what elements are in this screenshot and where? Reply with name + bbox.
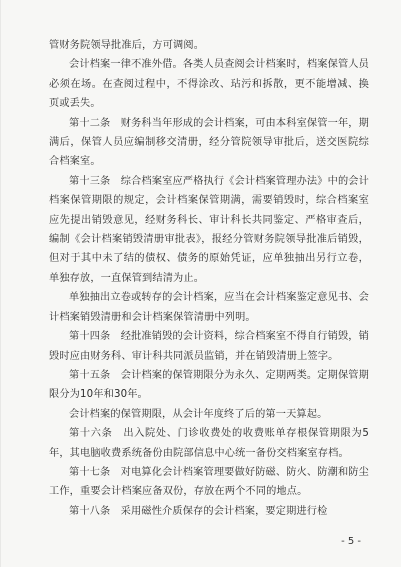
paragraph-2: 会计档案一律不准外借。各类人员查阅会计档案时，档案保管人员必须在场。在查阅过程中，不得涂改、玷污和拆散，更不能增减、换页或丢失。	[49, 59, 369, 110]
paragraph-article-16: 第十六条 出入院处、门诊收费处的收费账单存根保管期限为5年，其电脑收费系统备份由院部信息中心统一备份交档案室存档。	[49, 428, 369, 459]
paragraph-article-12: 第十二条 财务科当年形成的会计档案，可由本科室保管一年，期满后，保管人员应编制移交清册，经分管院领导审批后，送交医院综合档案室。	[49, 117, 369, 168]
paragraph-article-13: 第十三条 综合档案室应严格执行《会计档案管理办法》中的会计档案保管期限的规定，会计档案保管期满，需要销毁时，综合档案室应先提出销毁意见，经财务科长、审计科长共同鉴定、严格审查后，编制《会计档案销毁清册审批表》，报经分管财务院领导批准后销毁，但对于其中未了结的债权、债务的原始凭证，应单独抽出另行立卷，单独存放，一直保管到结清为止。	[49, 175, 369, 284]
paragraph-8: 会计档案的保管期限，从会计年度终了后的第一天算起。	[69, 408, 328, 420]
paragraph-article-18: 第十八条 采用磁性介质保存的会计档案，要定期进行检	[69, 505, 328, 517]
paragraph-1: 管财务院领导批准后，方可调阅。	[49, 40, 205, 51]
paragraph-5: 单独抽出立卷或转存的会计档案，应当在会计档案鉴定意见书、会计档案销毁清册和会计档案保管清册中列明。	[49, 292, 369, 323]
paragraph-article-15: 第十五条 会计档案的保管期限分为永久、定期两类。定期保管期限分为10年和30年。	[49, 369, 369, 401]
page-number: - 5 -	[341, 536, 361, 547]
document-body	[49, 36, 369, 521]
paragraph-article-14: 第十四条 经批准销毁的会计资料，综合档案室不得自行销毁，销毁时应由财务科、审计科共同派员监销，并在销毁清册上签字。	[49, 331, 369, 362]
paragraph-article-17: 第十七条 对电算化会计档案管理要做好防磁、防火、防潮和防尘工作，重要会计档案应备双份，存放在两个不同的地点。	[49, 466, 369, 498]
